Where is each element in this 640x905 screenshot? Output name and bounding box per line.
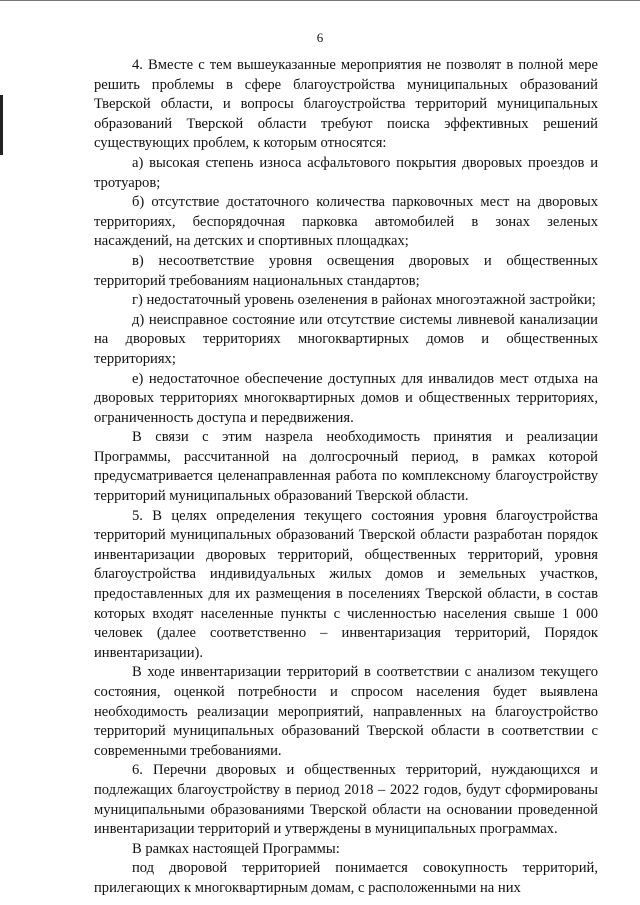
paragraph-inventory: В ходе инвентаризации территорий в соответствии с анализом текущего состояния, оценкой потребности и спросом населения будет выявлена необходимость реализации мероприятий, направленных на благоустройство территорий муниципальных образований Тверской области в соответствии с современными требованиями. [94,664,598,759]
document-body [94,56,598,899]
paragraph-4: 4. Вместе с тем вышеуказанные мероприятия не позволят в полной мере решить проблемы в сфере благоустройства муниципальных образований Тверской области, и вопросы благоустройства территорий муниципальных образований Тверской области требуют поиска эффективных решений существующих проблем, к которым относятся: [94,57,598,152]
list-item-e: е) недостаточное обеспечение доступных для инвалидов мест отдыха на дворовых территориях многоквартирных домов и общественных территориях, ограниченность доступа и передвижения. [94,370,598,426]
paragraph-6: 6. Перечни дворовых и общественных территорий, нуждающихся и подлежащих благоустройству в период 2018 – 2022 годов, будут сформированы муниципальными образованиями Тверской области на основании проведенной инвентаризации территорий и утверждены в муниципальных программах. [94,762,598,838]
paragraph-necessity: В связи с этим назрела необходимость принятия и реализации Программы, рассчитанной на долгосрочный период, в рамках которой предусматривается целенаправленная работа по комплексному благоустройству территорий муниципальных образований Тверской области. [94,429,598,505]
paragraph-program-scope: В рамках настоящей Программы: [132,840,340,857]
list-item-b: б) отсутствие достаточного количества парковочных мест на дворовых территориях, беспорядочная парковка автомобилей в зонах зеленых насаждений, на детских и спортивных площадках; [94,194,598,250]
scan-artifact-top [0,0,640,1]
list-item-v: в) несоответствие уровня освещения дворовых и общественных территорий требованиям национальных стандартов; [94,252,598,289]
paragraph-5: 5. В целях определения текущего состояния уровня благоустройства территорий муниципальных образований Тверской области разработан порядок инвентаризации дворовых территорий, общественных территорий, уровня благоустройства индивидуальных жилых домов и земельных участков, предоставленных для их размещения в поселениях Тверской области, в состав которых входят населенные пункты с численностью населения свыше 1 000 человек (далее соответственно – инвентаризация территорий, Порядок инвентаризации). [94,507,598,661]
page-number: 6 [316,30,324,45]
paragraph-definition: под дворовой территорией понимается совокупность территорий, прилегающих к многоквартирным домам, с расположенными на них [94,860,598,896]
list-item-g: г) недостаточный уровень озеленения в районах многоэтажной застройки; [132,292,596,309]
scan-edge-mark [0,95,3,155]
list-item-a: а) высокая степень износа асфальтового покрытия дворовых проездов и тротуаров; [94,154,598,191]
list-item-d: д) неисправное состояние или отсутствие системы ливневой канализации на дворовых территориях многоквартирных домов и общественных территориях; [94,311,598,367]
